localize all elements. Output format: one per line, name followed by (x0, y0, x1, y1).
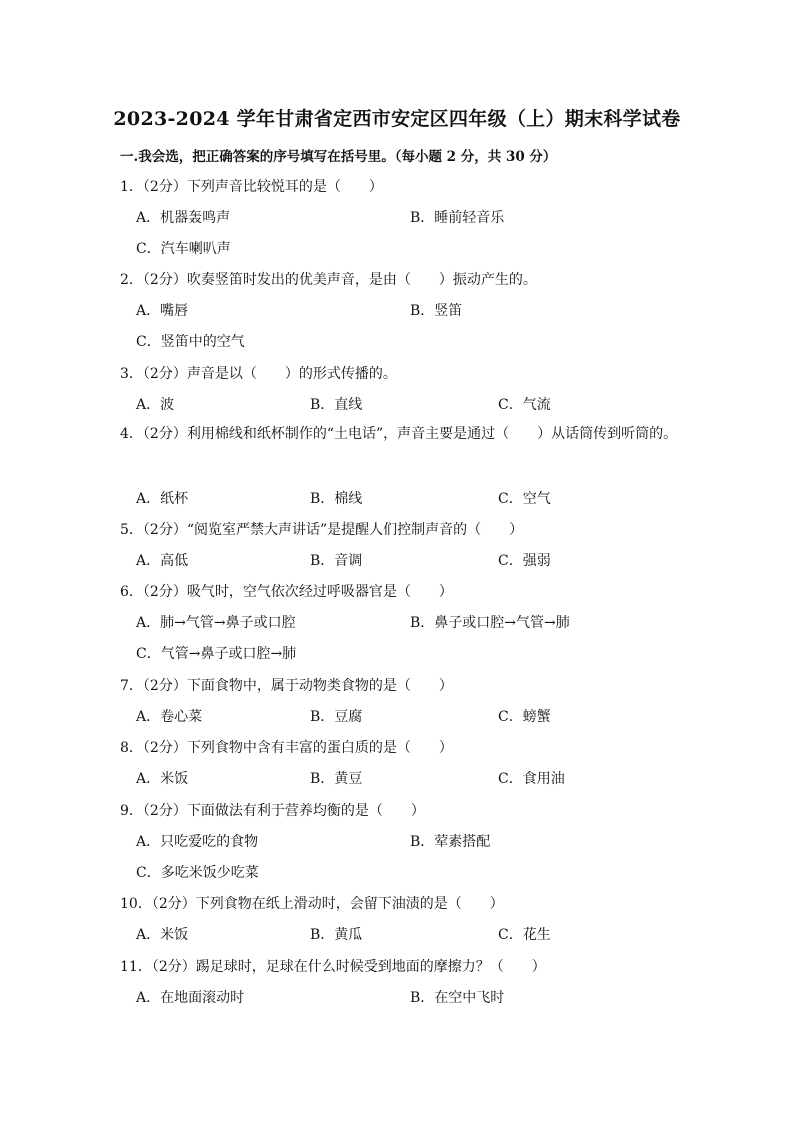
q4-option-b[interactable]: B．棉线 (310, 491, 363, 507)
question-6: 6．（2分）吸气时，空气依次经过呼吸器官是（ ） (120, 584, 453, 600)
q7-option-c[interactable]: C．螃蟹 (498, 709, 551, 725)
q7-option-b[interactable]: B．豆腐 (310, 709, 363, 725)
q4-option-a[interactable]: A．纸杯 (136, 491, 189, 507)
q8-option-a[interactable]: A．米饭 (136, 771, 189, 787)
q9-option-b[interactable]: B．荤素搭配 (410, 834, 491, 850)
question-7: 7．（2分）下面食物中，属于动物类食物的是（ ） (120, 678, 453, 694)
question-2: 2．（2分）吹奏竖笛时发出的优美声音，是由（ ）振动产生的。 (120, 272, 537, 288)
question-8: 8．（2分）下列食物中含有丰富的蛋白质的是（ ） (120, 740, 453, 756)
question-3: 3．（2分）声音是以（ ）的形式传播的。 (120, 366, 397, 382)
q5-option-b[interactable]: B．音调 (310, 553, 363, 569)
q9-option-a[interactable]: A．只吃爱吃的食物 (136, 834, 259, 850)
q10-option-b[interactable]: B．黄瓜 (310, 927, 363, 943)
q8-option-b[interactable]: B．黄豆 (310, 771, 363, 787)
q3-option-a[interactable]: A．波 (136, 397, 175, 413)
q5-option-a[interactable]: A．高低 (136, 553, 189, 569)
q3-option-b[interactable]: B．直线 (310, 397, 363, 413)
q9-option-c[interactable]: C．多吃米饭少吃菜 (136, 865, 259, 881)
q10-option-c[interactable]: C．花生 (498, 927, 551, 943)
question-11: 11．（2分）踢足球时，足球在什么时候受到地面的摩擦力？（ ） (120, 959, 546, 975)
q4-option-c[interactable]: C．空气 (498, 491, 551, 507)
q7-option-a[interactable]: A．卷心菜 (136, 709, 203, 725)
q2-option-b[interactable]: B．竖笛 (410, 303, 463, 319)
q3-option-c[interactable]: C．气流 (498, 397, 551, 413)
q2-option-a[interactable]: A．嘴唇 (136, 303, 189, 319)
question-4: 4．（2分）利用棉线和纸杯制作的“土电话”，声音主要是通过（ ）从话筒传到听筒的。 (120, 426, 678, 442)
q1-option-c[interactable]: C．汽车喇叭声 (136, 241, 231, 257)
q1-option-b[interactable]: B．睡前轻音乐 (410, 210, 505, 226)
question-1: 1．（2分）下列声音比较悦耳的是（ ） (120, 179, 383, 195)
q6-option-c[interactable]: C．气管→鼻子或口腔→肺 (136, 646, 297, 662)
q11-option-a[interactable]: A．在地面滚动时 (136, 990, 245, 1006)
question-9: 9．（2分）下面做法有利于营养均衡的是（ ） (120, 803, 425, 819)
q6-option-b[interactable]: B．鼻子或口腔→气管→肺 (410, 615, 570, 631)
page-title: 2023-2024 学年甘肃省定西市安定区四年级（上）期末科学试卷 (113, 108, 681, 130)
section-heading: 一.我会选，把正确答案的序号填写在括号里。（每小题 2 分，共 30 分） (120, 149, 557, 165)
q11-option-b[interactable]: B．在空中飞时 (410, 990, 505, 1006)
q5-option-c[interactable]: C．强弱 (498, 553, 551, 569)
q1-option-a[interactable]: A．机器轰鸣声 (136, 210, 231, 226)
q2-option-c[interactable]: C．竖笛中的空气 (136, 334, 245, 350)
q6-option-a[interactable]: A．肺→气管→鼻子或口腔 (136, 615, 296, 631)
question-5: 5．（2分）“阅览室严禁大声讲话”是提醒人们控制声音的（ ） (120, 522, 524, 538)
q10-option-a[interactable]: A．米饭 (136, 927, 189, 943)
question-10: 10．（2分）下列食物在纸上滑动时，会留下油渍的是（ ） (120, 896, 504, 912)
q8-option-c[interactable]: C．食用油 (498, 771, 565, 787)
